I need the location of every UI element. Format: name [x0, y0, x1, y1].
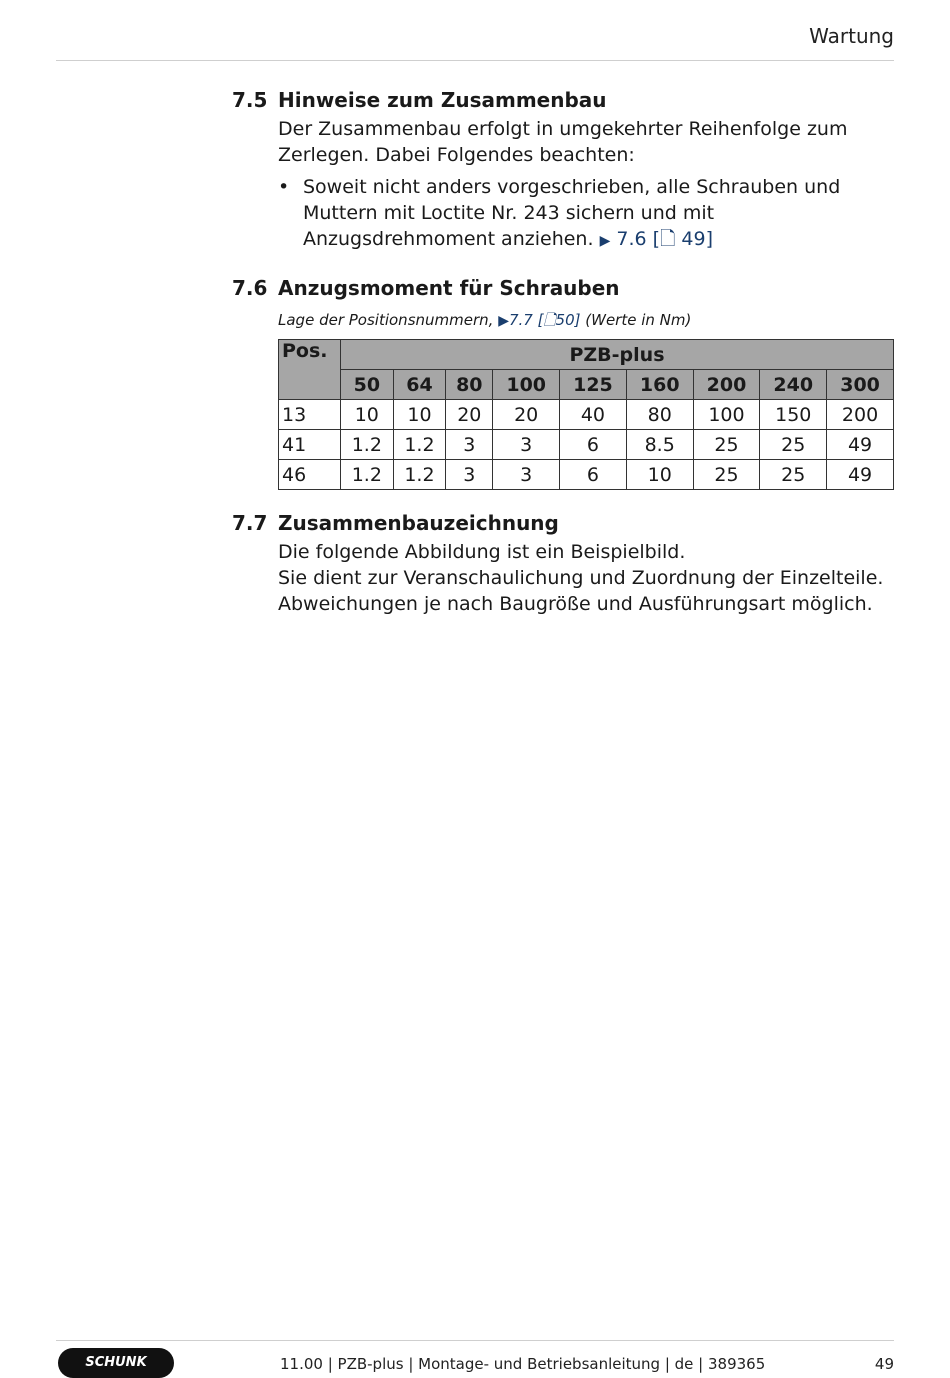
torque-value-cell: 25	[693, 460, 760, 490]
torque-value-cell: 100	[693, 400, 760, 430]
torque-value-cell: 25	[760, 430, 827, 460]
torque-value-cell: 10	[341, 400, 394, 430]
torque-value-cell: 20	[493, 400, 560, 430]
page-number: 49	[874, 1355, 894, 1373]
section-number: 7.6	[232, 276, 268, 300]
torque-value-cell: 49	[827, 460, 894, 490]
size-header: 125	[560, 370, 627, 400]
torque-value-cell: 40	[560, 400, 627, 430]
torque-value-cell: 6	[560, 430, 627, 460]
section-title: Zusammenbauzeichnung	[278, 511, 559, 535]
header-divider	[56, 60, 894, 61]
torque-table	[278, 339, 894, 490]
pos-cell: 13	[279, 400, 341, 430]
triangle-right-icon: ▶	[498, 313, 509, 329]
torque-value-cell: 25	[693, 430, 760, 460]
table-caption: Lage der Positionsnummern, ▶7.7 [🗋50] (Werte in Nm)	[278, 311, 692, 329]
paragraph-line: Die folgende Abbildung ist ein Beispielbild.	[278, 541, 686, 563]
torque-value-cell: 3	[446, 430, 493, 460]
torque-value-cell: 1.2	[341, 430, 394, 460]
section-7-6	[232, 276, 894, 490]
section-7-5	[232, 88, 894, 254]
torque-value-cell: 200	[827, 400, 894, 430]
intro-paragraph: Der Zusammenbau erfolgt in umgekehrter Reihenfolge zum Zerlegen. Dabei Folgendes beachten:	[278, 118, 848, 166]
page-icon: 🗋	[660, 228, 676, 250]
torque-value-cell: 3	[446, 460, 493, 490]
running-header: Wartung	[809, 24, 894, 48]
footer-document-info: 11.00 | PZB-plus | Montage- und Betriebsanleitung | de | 389365	[280, 1355, 766, 1373]
size-header: 200	[693, 370, 760, 400]
size-header: 240	[760, 370, 827, 400]
torque-value-cell: 25	[760, 460, 827, 490]
section-heading	[232, 88, 894, 112]
paragraph-line: Abweichungen je nach Baugröße und Ausführungsart möglich.	[278, 593, 873, 615]
size-header: 100	[493, 370, 560, 400]
section-heading	[232, 276, 894, 300]
cross-reference-link[interactable]: ▶7.7 [🗋50]	[498, 311, 581, 329]
footer-divider	[56, 1340, 894, 1341]
section-heading	[232, 511, 894, 535]
torque-value-cell: 10	[393, 400, 446, 430]
section-title: Hinweise zum Zusammenbau	[278, 88, 607, 112]
pos-cell: 41	[279, 430, 341, 460]
pos-cell: 46	[279, 460, 341, 490]
bullet-text: Soweit nicht anders vorgeschrieben, alle Schrauben und Muttern mit Loctite Nr. 243 sichern und mit Anzugsdrehmoment anziehen.	[303, 176, 841, 250]
schunk-logo: SCHUNK	[58, 1348, 174, 1378]
torque-value-cell: 3	[493, 460, 560, 490]
torque-value-cell: 6	[560, 460, 627, 490]
section-title: Anzugsmoment für Schrauben	[278, 276, 620, 300]
torque-value-cell: 80	[626, 400, 693, 430]
section-number: 7.5	[232, 88, 268, 112]
torque-value-cell: 20	[446, 400, 493, 430]
pos-header: Pos.	[279, 340, 341, 400]
size-header: 64	[393, 370, 446, 400]
torque-value-cell: 150	[760, 400, 827, 430]
torque-value-cell: 8.5	[626, 430, 693, 460]
section-number: 7.7	[232, 511, 268, 535]
torque-value-cell: 10	[626, 460, 693, 490]
list-item	[278, 174, 894, 254]
table-row	[279, 430, 894, 460]
torque-value-cell: 1.2	[393, 460, 446, 490]
bullet-icon: •	[278, 176, 290, 198]
page-icon: 🗋	[543, 311, 556, 329]
torque-value-cell: 49	[827, 430, 894, 460]
size-header: 80	[446, 370, 493, 400]
table-row	[279, 460, 894, 490]
group-header: PZB-plus	[341, 340, 894, 370]
cross-reference-link[interactable]: ▶ 7.6 [🗋 49]	[599, 228, 713, 250]
torque-value-cell: 1.2	[393, 430, 446, 460]
size-header: 160	[626, 370, 693, 400]
size-header: 300	[827, 370, 894, 400]
triangle-right-icon: ▶	[599, 233, 611, 249]
size-header: 50	[341, 370, 394, 400]
torque-value-cell: 3	[493, 430, 560, 460]
torque-value-cell: 1.2	[341, 460, 394, 490]
section-7-7	[232, 511, 894, 617]
table-row	[279, 400, 894, 430]
paragraph-line: Sie dient zur Veranschaulichung und Zuordnung der Einzelteile.	[278, 567, 884, 589]
